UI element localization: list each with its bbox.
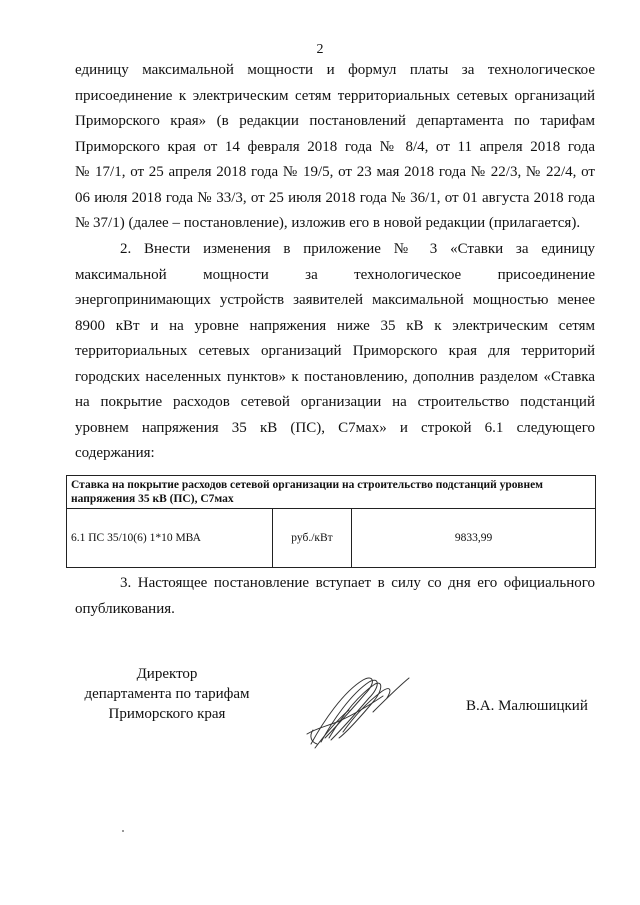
rate-table	[66, 475, 596, 568]
signatory-title	[72, 664, 262, 724]
scan-speck	[122, 830, 124, 832]
paragraph-3	[75, 571, 595, 622]
paragraph-2	[75, 237, 595, 467]
signatory-name: В.А. Малюшицкий	[466, 698, 588, 714]
paragraph-1	[75, 58, 595, 237]
paragraph-2-line: городских населенных пунктов» к постановлению, дополнив разделом «Ставка	[75, 368, 595, 385]
paragraph-2-line: 8900 кВт и на уровне напряжения ниже 35 кВ к электрическим сетям	[75, 317, 595, 334]
table-row	[67, 509, 596, 568]
table-cell-name: 6.1 ПС 35/10(6) 1*10 МВА	[67, 509, 273, 568]
signatory-title-line: Директор	[136, 666, 198, 682]
paragraph-3-line: опубликования.	[75, 600, 175, 617]
signatory-title-line: департамента по тарифам	[84, 686, 250, 702]
paragraph-2-line: на покрытие расходов сетевой организации на строительство подстанций	[75, 394, 595, 410]
table-cell-value: 9833,99	[352, 509, 596, 568]
paragraph-1-line: Приморского края от 14 февраля 2018 года № 8/4, от 11 апреля 2018 года	[75, 138, 595, 155]
paragraph-1-line: Приморского края» (в редакции постановлений департамента по тарифам	[75, 113, 595, 129]
table-header: Ставка на покрытие расходов сетевой организации на строительство подстанций уровнем напряжения 35 кВ (ПС), С7мах	[67, 476, 596, 509]
paragraph-1-line: 06 июля 2018 года № 33/3, от 25 июля 2018 года № 36/1, от 01 августа 2018 года	[75, 189, 595, 206]
paragraph-1-line: присоединение к электрическим сетям территориальных сетевых организаций	[75, 87, 595, 104]
paragraph-1-line: единицу максимальной мощности и формул платы за технологическое	[75, 62, 595, 78]
paragraph-2-line: энергопринимающих устройств заявителей максимальной мощностью менее	[75, 292, 595, 308]
handwritten-signature	[303, 672, 413, 752]
table-cell-unit: руб./кВт	[273, 509, 352, 568]
page-number: 2	[316, 42, 324, 57]
paragraph-3-line: 3. Настоящее постановление вступает в силу со дня его официального	[120, 575, 595, 591]
paragraph-2-line: уровнем напряжения 35 кВ (ПС), С7мах» и строкой 6.1 следующего	[75, 419, 595, 436]
table-header-row	[67, 476, 596, 509]
paragraph-1-line: № 37/1) (далее – постановление), изложив его в новой редакции (прилагается).	[75, 215, 581, 231]
paragraph-2-line: 2. Внести изменения в приложение № 3 «Ставки за единицу	[120, 241, 595, 257]
signatory-title-line: Приморского края	[108, 706, 226, 722]
paragraph-2-line: максимальной мощности за технологическое присоединение	[75, 266, 595, 283]
paragraph-2-line: содержания:	[75, 445, 155, 461]
paragraph-1-line: № 17/1, от 25 апреля 2018 года № 19/5, от 23 мая 2018 года № 22/3, № 22/4, от	[75, 164, 595, 180]
paragraph-2-line: территориальных сетевых организаций Приморского края для территорий	[75, 343, 595, 359]
